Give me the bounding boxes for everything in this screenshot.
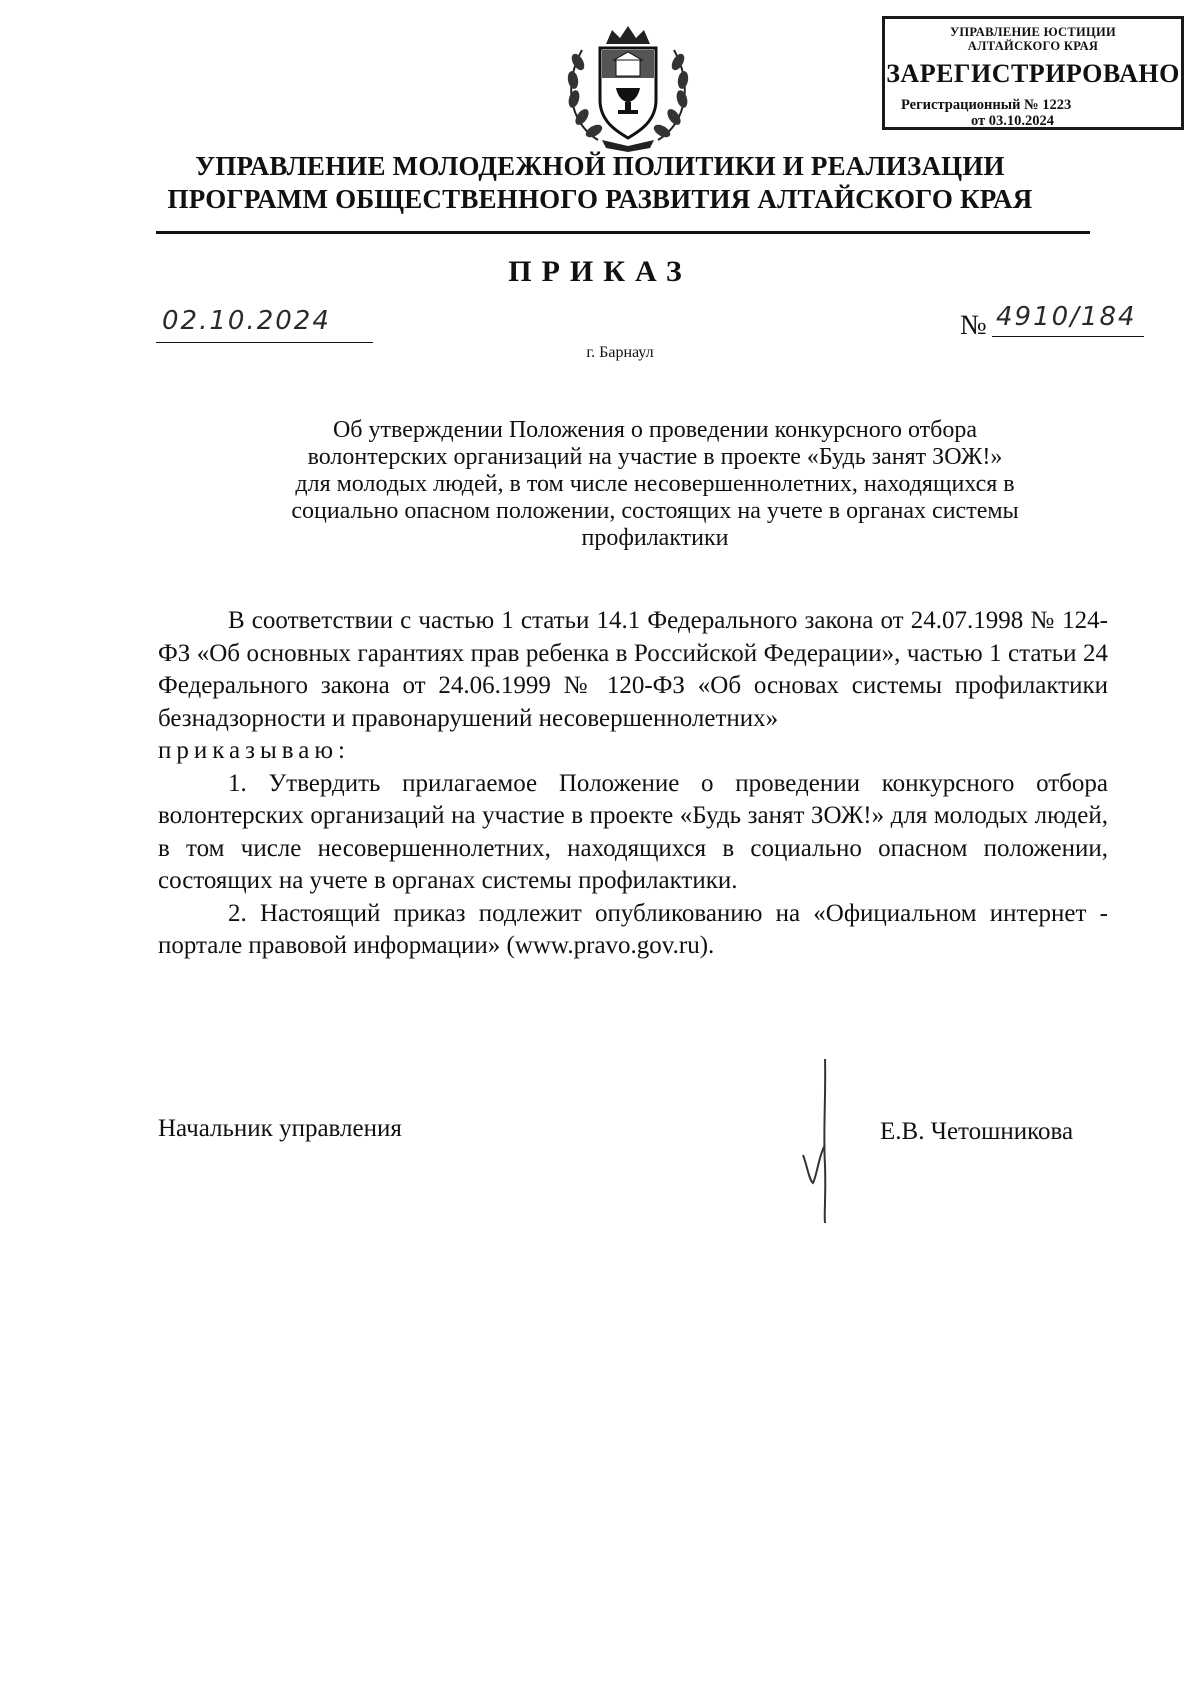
stamp-registration-number: Регистрационный № 1223 — [901, 97, 1072, 113]
organization-name-line1: УПРАВЛЕНИЕ МОЛОДЕЖНОЙ ПОЛИТИКИ И РЕАЛИЗАЦИИ — [195, 151, 1005, 181]
document-city: г. Барнаул — [586, 344, 654, 361]
document-number-field — [960, 302, 1152, 341]
stamp-registration-date: от 03.10.2024 — [971, 113, 1055, 129]
number-sign: № — [960, 310, 987, 341]
preamble-paragraph: В соответствии с частью 1 статьи 14.1 Федерального закона от 24.07.1998 № 124-ФЗ «Об основных гарантиях прав ребенка в Российской Федерации», частью 1 статьи 24 Федерального закона от 24.06.1999 № 120-ФЗ «Об основах системы профилактики безнадзорности и правонарушений несовершеннолетних» — [158, 607, 1108, 732]
number-underline — [992, 336, 1144, 337]
document-date-field — [156, 306, 373, 343]
signatory-position: Начальник управления — [158, 1115, 402, 1142]
order-item-1: 1. Утвердить прилагаемое Положение о проведении конкурсного отбора волонтерских организаций на участие в проекте «Будь занят ЗОЖ!» для молодых людей, в том числе несовершеннолетних, находящихся в социально опасном положении, состоящих на учете в органах системы профилактики. — [158, 769, 1108, 894]
header-divider — [156, 231, 1090, 234]
registration-stamp — [882, 16, 1184, 130]
document-subject: Об утверждении Положения о проведении конкурсного отбора волонтерских организаций на участие в проекте «Будь занят ЗОЖ!» для молодых людей, в том числе несовершеннолетних, находящихся в социально опасном положении, состоящих на учете в органах системы профилактики — [291, 417, 1019, 551]
document-body — [158, 605, 1108, 963]
document-number-handwritten: 4910/184 — [996, 302, 1137, 332]
stamp-registration — [901, 97, 1171, 129]
handwritten-signature — [795, 1055, 855, 1225]
stamp-organization — [885, 25, 1181, 53]
order-item-2: 2. Настоящий приказ подлежит опубликованию на «Официальном интернет - портале правовой информации» (www.pravo.gov.ru). — [158, 899, 1108, 959]
organization-name-line2: ПРОГРАММ ОБЩЕСТВЕННОГО РАЗВИТИЯ АЛТАЙСКОГО КРАЯ — [167, 184, 1033, 214]
document-type-title: ПРИКАЗ — [508, 255, 692, 288]
stamp-org-line2: АЛТАЙСКОГО КРАЯ — [967, 39, 1099, 53]
altai-krai-coat-of-arms-icon — [558, 22, 698, 152]
stamp-org-line1: УПРАВЛЕНИЕ ЮСТИЦИИ — [949, 25, 1117, 39]
organization-name — [150, 150, 1050, 216]
document-date-handwritten: 02.10.2024 — [162, 306, 331, 336]
signatory-name: Е.В. Четошникова — [880, 1118, 1074, 1145]
order-word: приказываю: — [158, 737, 350, 764]
stamp-status: ЗАРЕГИСТРИРОВАНО — [886, 59, 1180, 88]
